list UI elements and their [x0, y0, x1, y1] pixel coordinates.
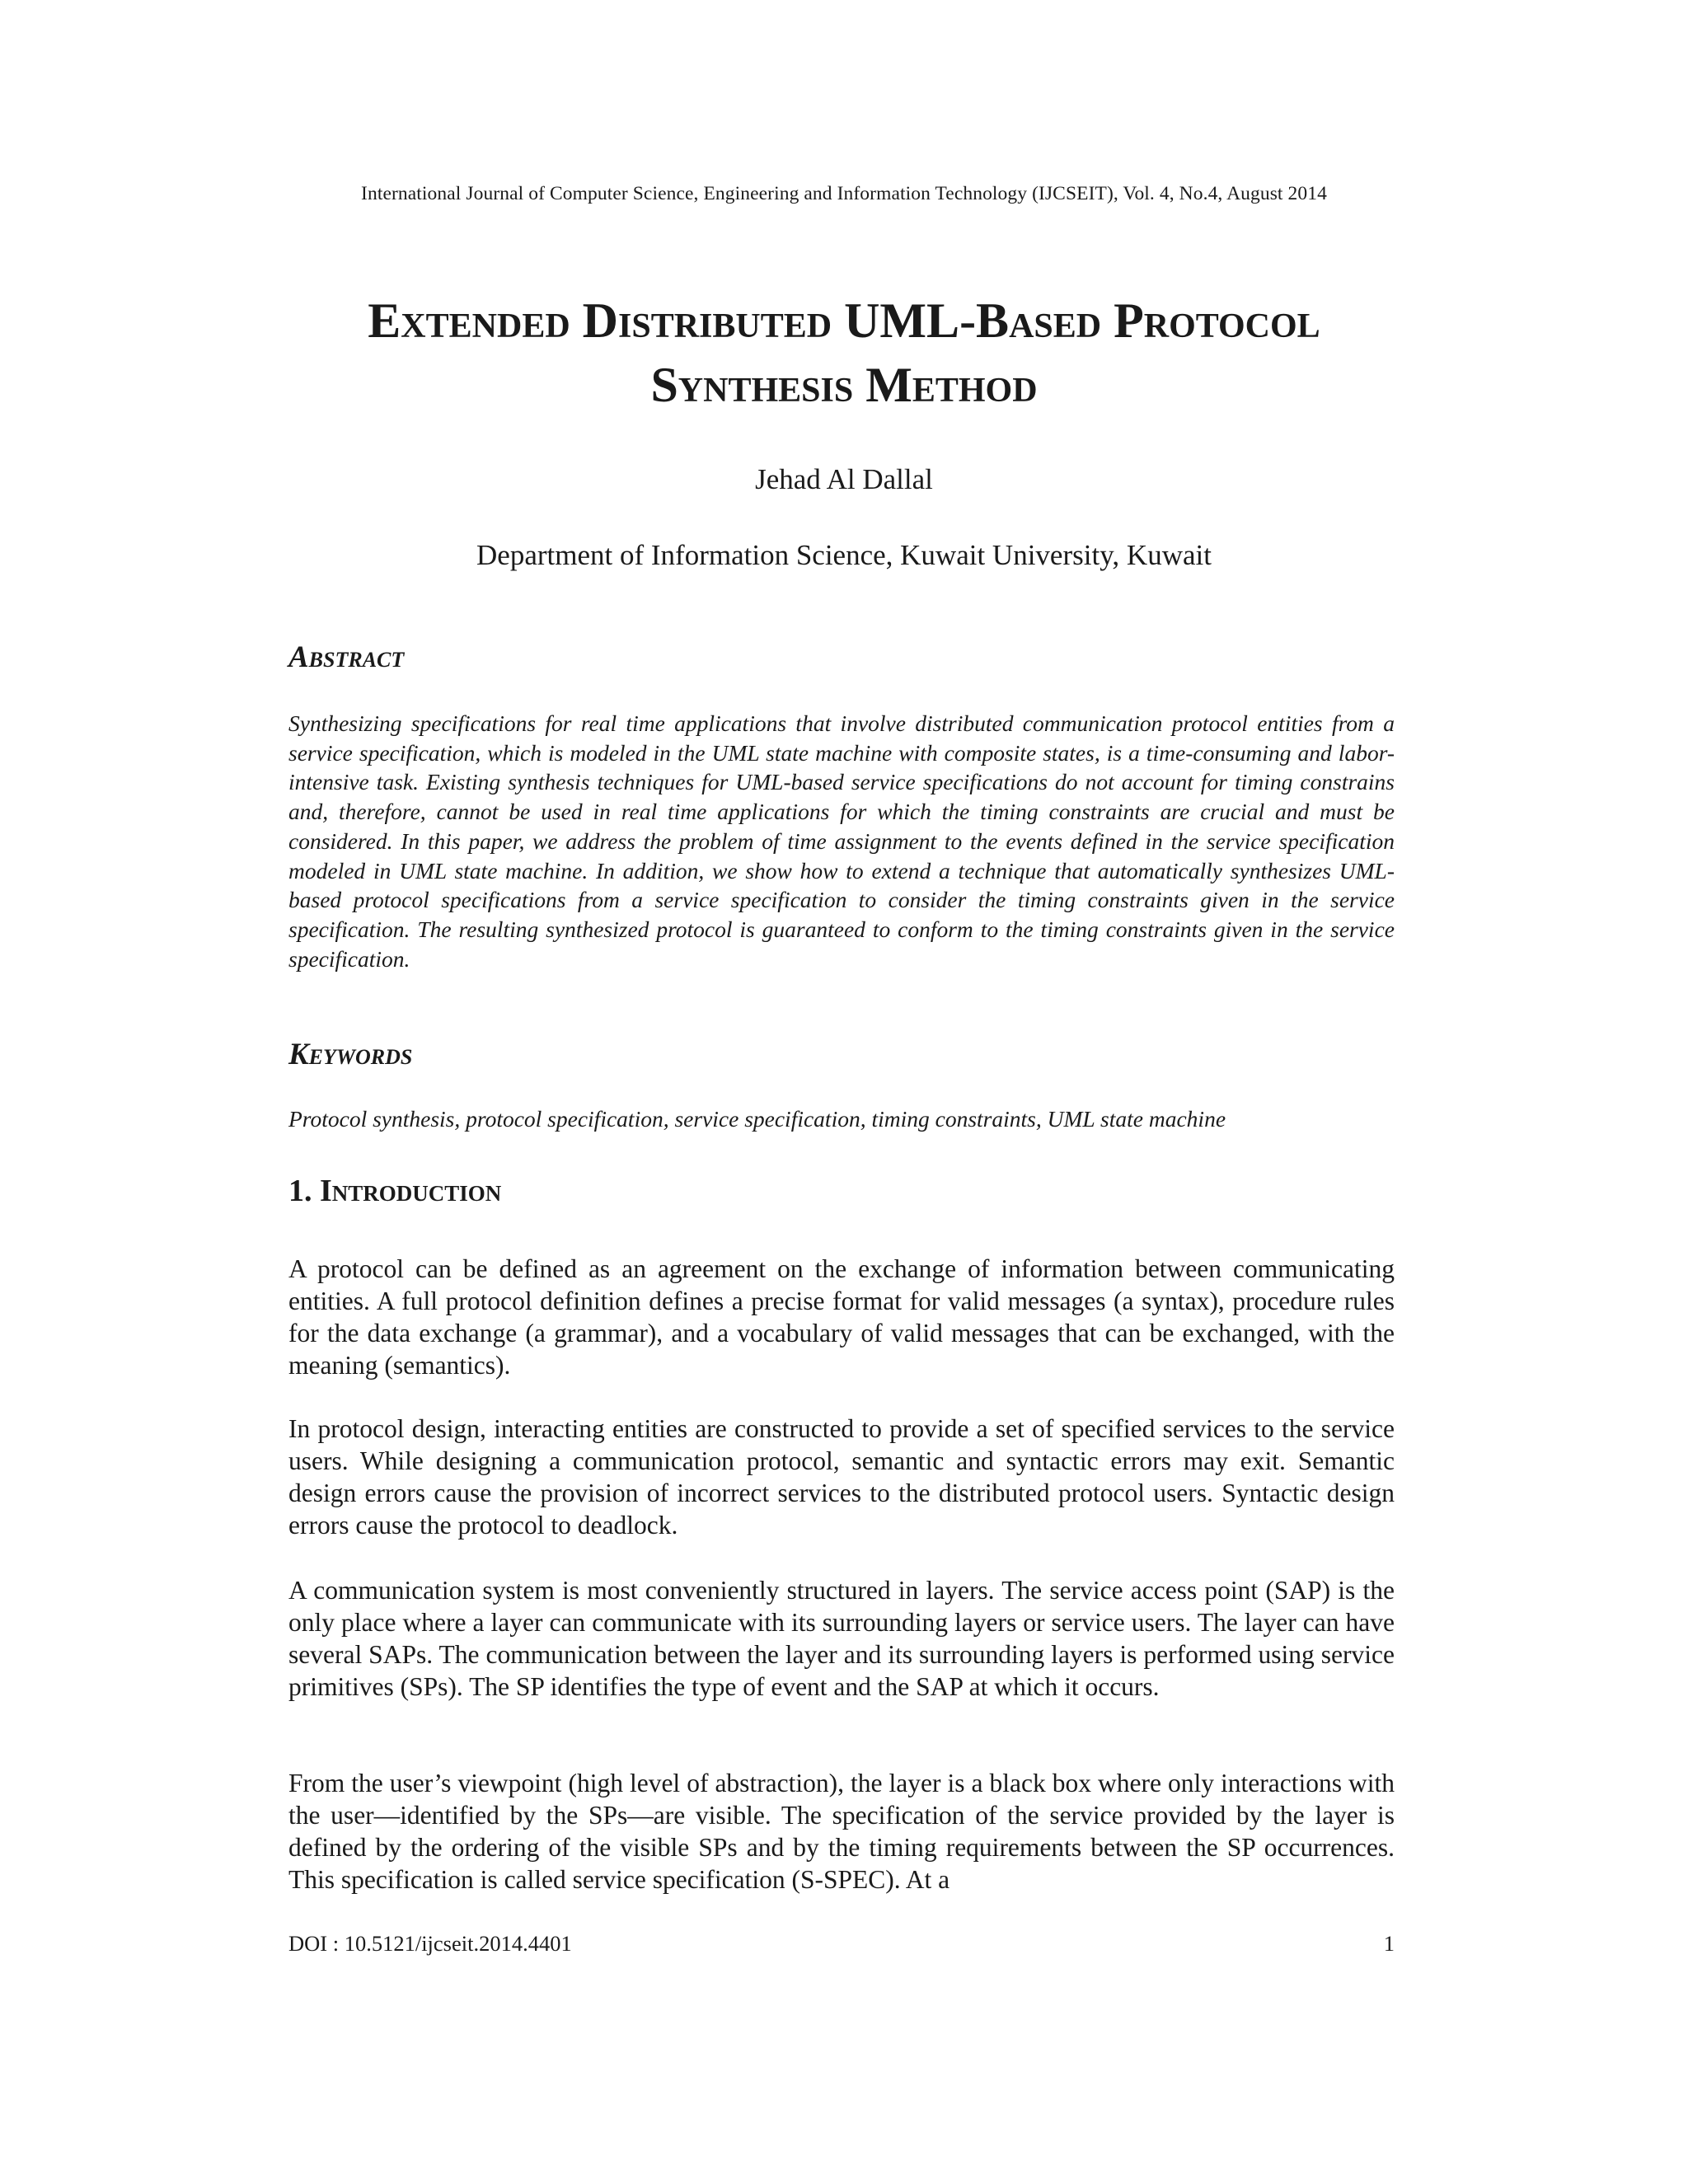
- introduction-paragraph-3: [288, 1574, 1395, 1703]
- abstract-heading: [288, 640, 1395, 675]
- author-affiliation: Department of Information Science, Kuwait University, Kuwait: [476, 539, 1212, 571]
- body-paragraph: In protocol design, interacting entities are constructed to provide a set of specified services to the service users. While designing a communication protocol, semantic and syntactic errors may exit. Semantic design errors cause the provision of incorrect services to the distributed protocol users. Syntactic design errors cause the protocol to deadlock.: [288, 1414, 1395, 1540]
- introduction-paragraph-2: [288, 1413, 1395, 1541]
- footer-doi: DOI : 10.5121/ijcseit.2014.4401: [288, 1931, 572, 1956]
- keywords-section: [288, 1106, 1395, 1132]
- introduction-paragraph-4: [288, 1767, 1395, 1896]
- introduction-heading-text: 1. Introduction: [288, 1174, 502, 1208]
- abstract-heading-text: Abstract: [288, 640, 405, 674]
- keywords-heading-text: Keywords: [288, 1038, 413, 1071]
- introduction-heading: [288, 1173, 1395, 1209]
- abstract-section: [288, 709, 1395, 973]
- body-paragraph: A communication system is most conveniently structured in layers. The service access point (SAP) is the only place where a layer can communicate with its surrounding layers or service users. The layer can have several SAPs. The communication between the layer and its surrounding layers is performed using service primitives (SPs). The SP identifies the type of event and the SAP at which it occurs.: [288, 1576, 1395, 1701]
- paper-title: [0, 288, 1688, 417]
- body-paragraph: A protocol can be defined as an agreement on the exchange of information between communicating entities. A full protocol definition defines a precise format for valid messages (a syntax), procedure rules for the data exchange (a grammar), and a vocabulary of valid messages that can be exchanged, with the meaning (semantics).: [288, 1254, 1395, 1380]
- page-number: 1: [1383, 1931, 1395, 1956]
- title-line-2: Synthesis Method: [650, 358, 1038, 412]
- keywords-heading: [288, 1037, 1395, 1072]
- introduction-paragraph-1: [288, 1253, 1395, 1381]
- keywords-text: Protocol synthesis, protocol specification, service specification, timing constraints, UML state machine: [288, 1106, 1226, 1132]
- running-header: International Journal of Computer Science, Engineering and Information Technology (IJCSEIT), Vol. 4, No.4, August 2014: [361, 183, 1327, 204]
- abstract-text: Synthesizing specifications for real time applications that involve distributed communication protocol entities from a service specification, which is modeled in the UML state machine with composite states, is a time-consuming and labor-intensive task. Existing synthesis techniques for UML-based service specifications do not account for timing constrains and, therefore, cannot be used in real time applications for which the timing constraints are crucial and must be considered. In this paper, we address the problem of time assignment to the events defined in the service specification modeled in UML state machine. In addition, we show how to extend a technique that automatically synthesizes UML-based protocol specifications from a service specification to consider the timing constraints given in the service specification. The resulting synthesized protocol is guaranteed to conform to the timing constraints given in the service specification.: [288, 710, 1395, 972]
- author-name: Jehad Al Dallal: [755, 463, 933, 495]
- title-line-1: Extended Distributed UML-Based Protocol: [368, 293, 1320, 348]
- body-paragraph: From the user’s viewpoint (high level of abstraction), the layer is a black box where only interactions with the user—identified by the SPs—are visible. The specification of the service provided by the layer is defined by the ordering of the visible SPs and by the timing requirements between the SP occurrences. This specification is called service specification (S-SPEC). At a: [288, 1769, 1395, 1894]
